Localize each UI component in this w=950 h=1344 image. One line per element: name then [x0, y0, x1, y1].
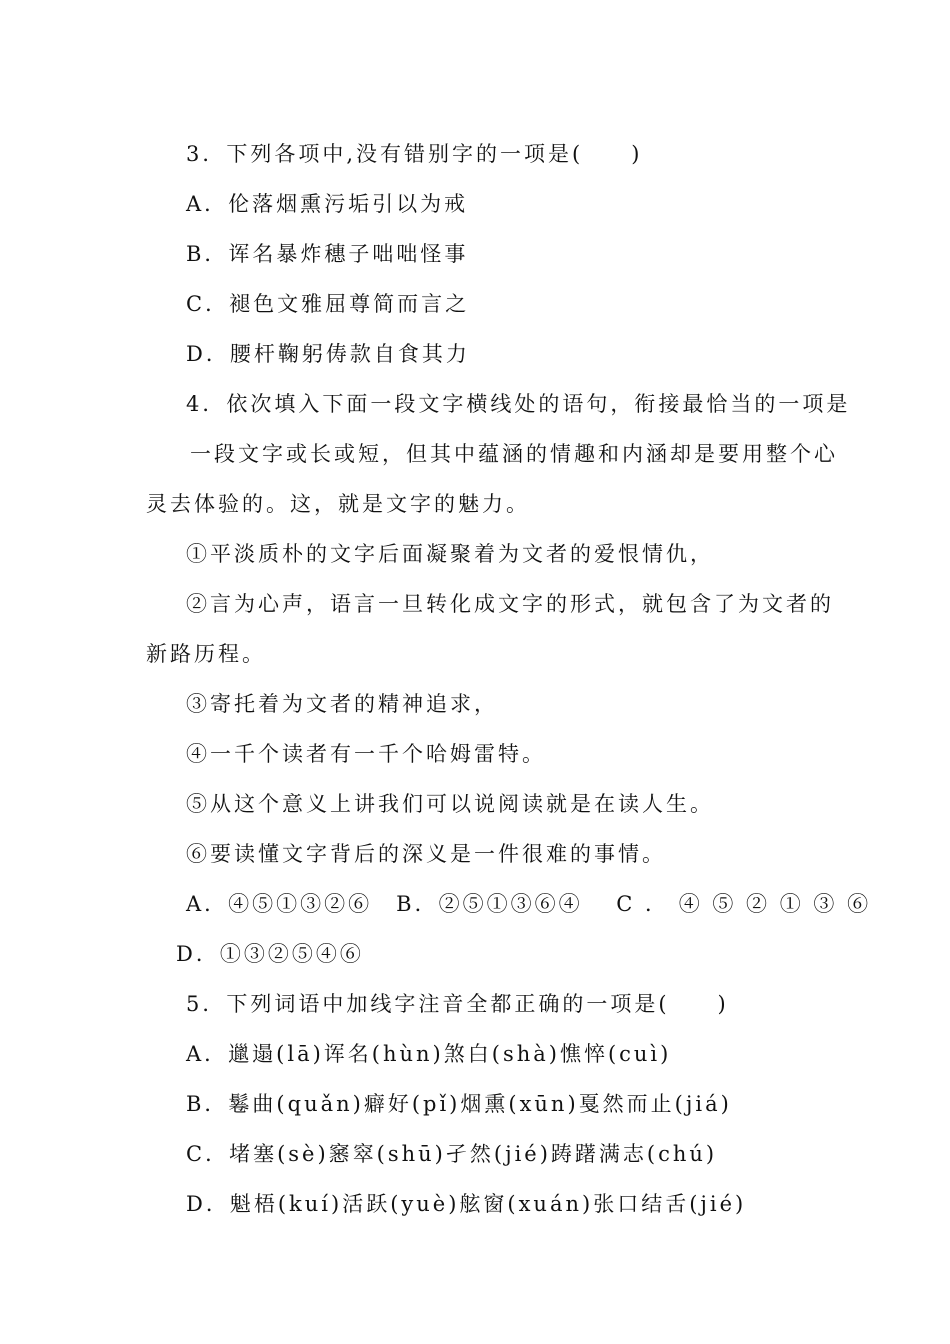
sentence-2: ②言为心声，语言一旦转化成文字的形式，就包含了为文者的: [186, 592, 834, 616]
question-3-option-c: C．褪色文雅屈尊简而言之: [186, 292, 470, 316]
sentence-6: ⑥要读懂文字背后的深义是一件很难的事情。: [186, 842, 666, 866]
question-3-option-d: D．腰杆鞠躬俦款自食其力: [186, 342, 470, 366]
question-4-stem: 4．依次填入下面一段文字横线处的语句，衔接最恰当的一项是: [186, 392, 851, 416]
question-4-options-abc: A．④⑤①③②⑥ B．②⑤①③⑥④ C ． ④ ⑤ ② ① ③ ⑥: [186, 892, 872, 916]
question-3-stem: 3．下列各项中,没有错别字的一项是( ): [186, 142, 643, 166]
question-5-option-a: A．邋遢(lā)诨名(hùn)煞白(shà)憔悴(cuì): [186, 1042, 672, 1066]
question-3-option-b: B．诨名暴炸穗子咄咄怪事: [186, 242, 469, 266]
question-4-option-d: D．①③②⑤④⑥: [176, 942, 364, 966]
question-3-option-a: A．伦落烟熏污垢引以为戒: [186, 192, 469, 216]
sentence-4: ④一千个读者有一千个哈姆雷特。: [186, 742, 546, 766]
question-4-passage-line-2: 灵去体验的。这，就是文字的魅力。: [146, 492, 530, 516]
sentence-2-continued: 新路历程。: [146, 642, 266, 666]
sentence-5: ⑤从这个意义上讲我们可以说阅读就是在读人生。: [186, 792, 714, 816]
question-5-stem: 5．下列词语中加线字注音全都正确的一项是( ): [186, 992, 729, 1016]
question-4-passage-line-1: 一段文字或长或短，但其中蕴涵的情趣和内涵却是要用整个心: [190, 442, 838, 466]
question-5-option-c: C．堵塞(sè)窸窣(shū)孑然(jié)踌躇满志(chú): [186, 1142, 718, 1166]
sentence-1: ①平淡质朴的文字后面凝聚着为文者的爱恨情仇，: [186, 542, 714, 566]
question-5-option-d: D．魁梧(kuí)活跃(yuè)舷窗(xuán)张口结舌(jié): [186, 1192, 747, 1216]
sentence-3: ③寄托着为文者的精神追求，: [186, 692, 498, 716]
question-5-option-b: B．鬈曲(quǎn)癖好(pǐ)烟熏(xūn)戛然而止(jiá): [186, 1092, 732, 1116]
